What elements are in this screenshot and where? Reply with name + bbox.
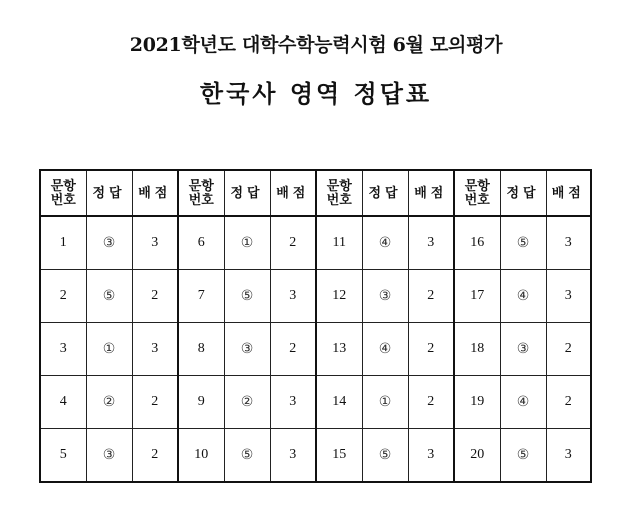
score-cell: 3 xyxy=(270,429,316,483)
question-number-cell: 15 xyxy=(316,429,362,483)
answer-cell: ② xyxy=(224,376,270,429)
score-cell: 2 xyxy=(408,270,454,323)
question-number-header-line1: 문항 xyxy=(50,178,76,193)
score-header: 배점 xyxy=(270,170,316,216)
question-number-cell: 3 xyxy=(40,323,86,376)
question-number-header-line1: 문항 xyxy=(326,178,352,193)
answer-cell: ③ xyxy=(86,429,132,483)
header-row xyxy=(40,170,591,216)
score-header: 배점 xyxy=(546,170,591,216)
answer-header: 정답 xyxy=(86,170,132,216)
table-row xyxy=(40,270,591,323)
answer-key-table xyxy=(39,169,592,483)
question-number-cell: 14 xyxy=(316,376,362,429)
answer-cell: ⑤ xyxy=(500,429,546,483)
question-number-header-line2: 번호 xyxy=(464,192,490,207)
score-cell: 2 xyxy=(408,376,454,429)
question-number-header-line2: 번호 xyxy=(188,192,214,207)
answer-header: 정답 xyxy=(362,170,408,216)
question-number-header-line1: 문항 xyxy=(464,178,490,193)
question-number-cell: 10 xyxy=(178,429,224,483)
score-cell: 2 xyxy=(270,216,316,270)
question-number-cell: 2 xyxy=(40,270,86,323)
answer-cell: ⑤ xyxy=(224,270,270,323)
score-header: 배점 xyxy=(132,170,178,216)
answer-key-title: 한국사 영역 정답표 xyxy=(199,79,433,108)
question-number-header xyxy=(40,170,86,216)
answer-cell: ④ xyxy=(362,323,408,376)
exam-title: 2021학년도 대학수학능력시험 6월 모의평가 xyxy=(129,34,503,56)
question-number-cell: 18 xyxy=(454,323,500,376)
answer-cell: ⑤ xyxy=(86,270,132,323)
answer-cell: ② xyxy=(86,376,132,429)
question-number-header xyxy=(316,170,362,216)
answer-cell: ④ xyxy=(500,376,546,429)
question-number-header xyxy=(454,170,500,216)
answer-cell: ① xyxy=(86,323,132,376)
question-number-cell: 12 xyxy=(316,270,362,323)
answer-cell: ③ xyxy=(500,323,546,376)
answer-cell: ③ xyxy=(224,323,270,376)
score-cell: 3 xyxy=(408,216,454,270)
score-cell: 2 xyxy=(408,323,454,376)
answer-cell: ① xyxy=(224,216,270,270)
score-cell: 2 xyxy=(270,323,316,376)
answer-cell: ⑤ xyxy=(362,429,408,483)
question-number-cell: 7 xyxy=(178,270,224,323)
question-number-header-line2: 번호 xyxy=(326,192,352,207)
question-number-cell: 19 xyxy=(454,376,500,429)
score-cell: 2 xyxy=(132,270,178,323)
answer-cell: ⑤ xyxy=(500,216,546,270)
answer-header: 정답 xyxy=(500,170,546,216)
answer-cell: ③ xyxy=(362,270,408,323)
question-number-header-line2: 번호 xyxy=(50,192,76,207)
score-cell: 3 xyxy=(132,216,178,270)
answer-cell: ⑤ xyxy=(224,429,270,483)
score-cell: 3 xyxy=(546,429,591,483)
question-number-header-line1: 문항 xyxy=(188,178,214,193)
answer-cell: ③ xyxy=(86,216,132,270)
score-cell: 2 xyxy=(546,376,591,429)
answer-cell: ① xyxy=(362,376,408,429)
question-number-cell: 4 xyxy=(40,376,86,429)
question-number-header xyxy=(178,170,224,216)
question-number-cell: 13 xyxy=(316,323,362,376)
question-number-cell: 16 xyxy=(454,216,500,270)
question-number-cell: 9 xyxy=(178,376,224,429)
score-header: 배점 xyxy=(408,170,454,216)
question-number-cell: 1 xyxy=(40,216,86,270)
score-cell: 3 xyxy=(546,216,591,270)
answer-cell: ④ xyxy=(500,270,546,323)
score-cell: 2 xyxy=(132,429,178,483)
question-number-cell: 8 xyxy=(178,323,224,376)
question-number-cell: 11 xyxy=(316,216,362,270)
table-row xyxy=(40,323,591,376)
score-cell: 3 xyxy=(546,270,591,323)
score-cell: 3 xyxy=(408,429,454,483)
score-cell: 3 xyxy=(270,376,316,429)
score-cell: 3 xyxy=(132,323,178,376)
question-number-cell: 6 xyxy=(178,216,224,270)
question-number-cell: 17 xyxy=(454,270,500,323)
table-row xyxy=(40,376,591,429)
score-cell: 2 xyxy=(546,323,591,376)
question-number-cell: 20 xyxy=(454,429,500,483)
score-cell: 3 xyxy=(270,270,316,323)
answer-cell: ④ xyxy=(362,216,408,270)
table-row xyxy=(40,216,591,270)
question-number-cell: 5 xyxy=(40,429,86,483)
score-cell: 2 xyxy=(132,376,178,429)
answer-header: 정답 xyxy=(224,170,270,216)
table-row xyxy=(40,429,591,483)
